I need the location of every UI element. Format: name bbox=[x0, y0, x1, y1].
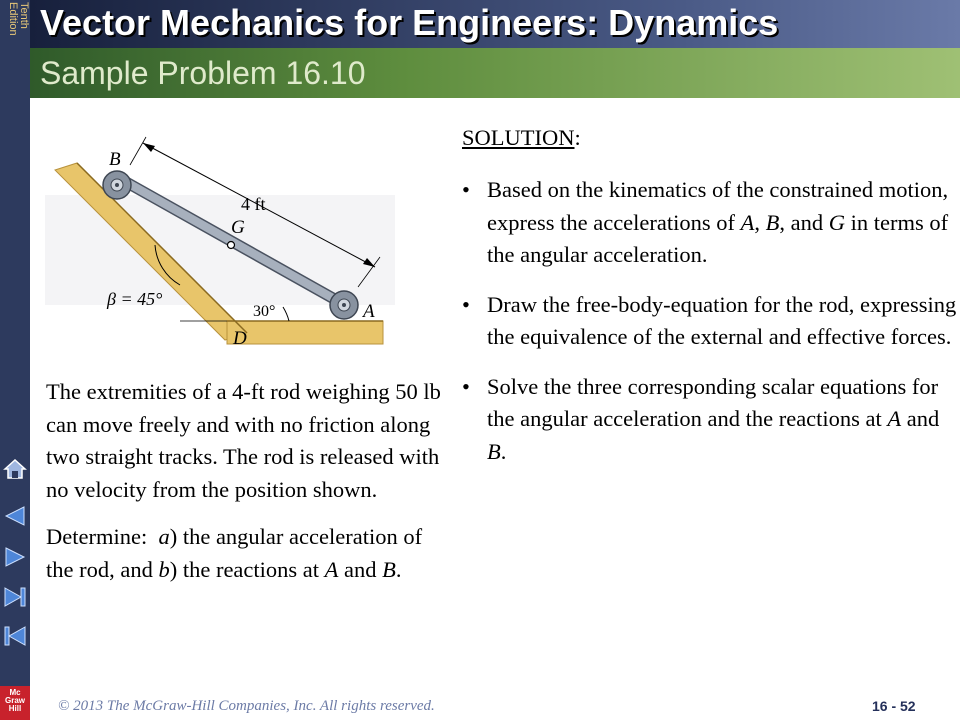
solution-step-solve: • Solve the three corresponding scalar equations for the angular acceleration and the reactions at A and B. bbox=[462, 371, 957, 469]
copyright-text: © 2013 The McGraw-Hill Companies, Inc. All rights reserved. bbox=[58, 698, 435, 714]
edition-label bbox=[0, 0, 30, 62]
next-icon[interactable] bbox=[1, 543, 29, 571]
slide-title: Sample Problem 16.10 bbox=[40, 55, 366, 91]
solution-steps bbox=[462, 174, 957, 468]
problem-determine: Determine: a) the angular acceleration of the rod, and b) the reactions at A and B. bbox=[46, 524, 423, 582]
solution-panel bbox=[462, 122, 957, 468]
problem-statement bbox=[46, 376, 446, 586]
horizontal-track bbox=[227, 321, 383, 344]
rod-diagram bbox=[45, 135, 395, 355]
first-icon[interactable] bbox=[1, 622, 29, 650]
last-icon[interactable] bbox=[1, 583, 29, 611]
angle-label: 30° bbox=[253, 303, 276, 320]
page-number: 16 - 52 bbox=[872, 698, 916, 714]
book-title: Vector Mechanics for Engineers: Dynamics bbox=[40, 2, 779, 43]
label-d: D bbox=[233, 328, 247, 349]
header-bar bbox=[30, 0, 960, 48]
label-b: B bbox=[109, 149, 121, 170]
center-g bbox=[228, 242, 235, 249]
home-icon[interactable] bbox=[1, 455, 29, 483]
slide-title-bar bbox=[30, 48, 960, 98]
left-sidebar bbox=[0, 0, 30, 720]
problem-description: The extremities of a 4-ft rod weighing 50 lb can move freely and with no friction along two straight tracks. The rod is released with no velocity from the position shown. bbox=[46, 379, 441, 502]
solution-heading: SOLUTION: bbox=[462, 125, 581, 150]
label-g: G bbox=[231, 217, 245, 238]
solution-step-free-body: • Draw the free-body-equation for the rod, expressing the equivalence of the external and effective forces. bbox=[462, 289, 957, 354]
edition-text: Tenth Edition bbox=[7, 2, 30, 36]
publisher-logo: Mc Graw Hill bbox=[0, 686, 30, 720]
label-a: A bbox=[363, 301, 375, 322]
previous-icon[interactable] bbox=[1, 502, 29, 530]
beta-label: β = 45° bbox=[107, 289, 163, 309]
length-label: 4 ft bbox=[241, 194, 266, 214]
solution-step-kinematics: • Based on the kinematics of the constrained motion, express the accelerations of A, B, and G in terms of the angular acceleration. bbox=[462, 174, 957, 272]
